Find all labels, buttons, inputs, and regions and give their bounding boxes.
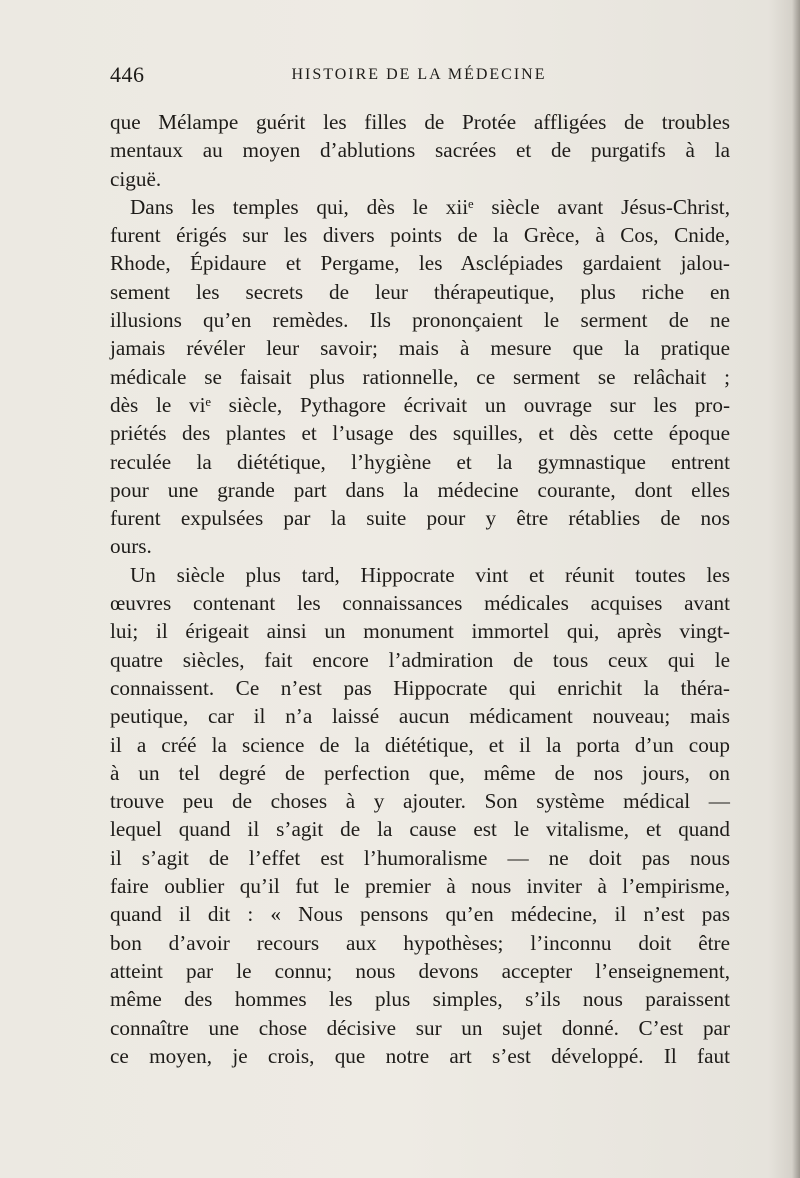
text-line: Rhode, Épidaure et Pergame, les Asclépiades gardaient jalou- [110,251,730,276]
text-line: que Mélampe guérit les filles de Protée affligées de troubles [110,110,730,134]
running-title: HISTOIRE DE LA MÉDECINE [291,66,547,83]
text-line: il s’agit de l’effet est l’humoralisme — ne doit pas nous [110,845,730,870]
text-line: furent érigés sur les divers points de la Grèce, à Cos, Cnide, [110,223,730,248]
text-line: connaître une chose décisive sur un sujet donné. C’est par [110,1015,730,1040]
text-line: Un siècle plus tard, Hippocrate vint et réunit toutes les [130,562,730,587]
text-line: il a créé la science de la diététique, et il la porta d’un coup [110,732,730,757]
text-line: bon d’avoir recours aux hypothèses; l’inconnu doit être [110,930,730,955]
text-line: Dans les temples qui, dès le xiiᵉ siècle avant Jésus-Christ, [130,194,730,219]
text-line: dès le viᵉ siècle, Pythagore écrivait un ouvrage sur les pro- [110,392,730,417]
text-line: même des hommes les plus simples, s’ils nous paraissent [110,987,730,1012]
text-line: lequel quand il s’agit de la cause est le vitalisme, et quand [110,817,730,842]
page-number: 446 [110,62,145,87]
text-line: pour une grande part dans la médecine courante, dont elles [110,477,730,502]
text-line: faire oublier qu’il fut le premier à nous inviter à l’empirisme, [110,874,730,899]
text-line: ours. [110,534,152,559]
text-line: œuvres contenant les connaissances médicales acquises avant [110,591,730,616]
text-line: sement les secrets de leur thérapeutique, plus riche en [110,279,730,304]
text-line: priétés des plantes et l’usage des squilles, et dès cette époque [110,421,730,446]
body-text [110,108,730,1070]
text-line: à un tel degré de perfection que, même de nos jours, on [110,760,730,785]
text-line: mentaux au moyen d’ablutions sacrées et de purgatifs à la [110,138,730,163]
text-line: peutique, car il n’a laissé aucun médicament nouveau; mais [110,704,730,729]
text-line: atteint par le connu; nous devons accepter l’enseignement, [110,958,730,983]
text-line: ciguë. [110,166,162,191]
text-line: connaissent. Ce n’est pas Hippocrate qui enrichit la théra- [110,675,730,700]
text-line: illusions qu’en remèdes. Ils prononçaient le serment de ne [110,308,730,333]
text-line: lui; il érigeait ainsi un monument immortel qui, après vingt- [110,619,730,644]
text-line: furent expulsées par la suite pour y être rétablies de nos [110,506,730,531]
page-edge-shadow [792,0,800,1178]
text-line: trouve peu de choses à y ajouter. Son système médical — [110,789,730,814]
text-line: quand il dit : « Nous pensons qu’en médecine, il n’est pas [110,902,730,927]
text-line: médicale se faisait plus rationnelle, ce serment se relâchait ; [110,364,730,389]
text-line: quatre siècles, fait encore l’admiration de tous ceux qui le [110,647,730,672]
text-line: jamais révéler leur savoir; mais à mesure que la pratique [110,336,730,361]
page-header [110,62,728,90]
text-line: ce moyen, je crois, que notre art s’est développé. Il faut [110,1043,730,1068]
text-line: reculée la diététique, l’hygiène et la gymnastique entrent [110,449,730,474]
